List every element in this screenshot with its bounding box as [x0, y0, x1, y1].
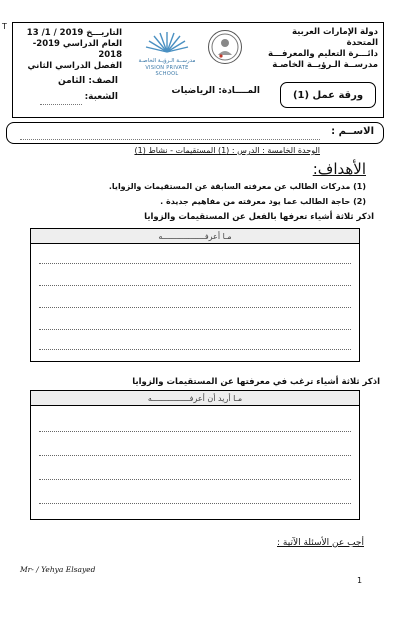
date-value: 2019 / 1/ 13 [26, 28, 84, 38]
objective-item-1: (1) مدركات الطالب عن معرفته السابقة عن المستقيمات والزوايا. [108, 182, 366, 191]
emblem-logo [208, 30, 242, 64]
header-department: دائـــرة التعليم والمعرفـــة [268, 49, 378, 59]
subject-label: المــــادة: الرياضيات [171, 86, 260, 96]
header-country: دولة الإمارات العربية المتحدة [292, 27, 378, 48]
answer-line [39, 307, 351, 308]
grade-label: الصف: الثامن [58, 76, 118, 86]
answer-line [39, 455, 351, 456]
year-label: العام الدراسي [62, 39, 122, 49]
page-corner-mark: T [2, 22, 7, 31]
header-date-block [22, 28, 122, 72]
unit-lesson-line: الوحدة الخامسة : الدرس : (1) المستقيمات - نشاط (1) [134, 146, 320, 155]
section-blank [40, 104, 82, 105]
answer-prompt: أجب عن الأسئلة الآتية : [277, 538, 364, 548]
know-table [30, 228, 360, 362]
objective-item-2: (2) حاجة الطالب عما يود معرفته من مفاهيم جديدة . [160, 197, 366, 206]
know-table-header: مـا أعرفــــــــــــــــــه [31, 229, 359, 244]
term-label: الفصل الدراسي الثاني [27, 61, 122, 71]
answer-line [39, 431, 351, 432]
name-box [6, 122, 384, 144]
date-label: التاريـــخ [86, 28, 122, 38]
emblem-icon [209, 31, 241, 63]
want-table-header: مـا أريد أن أعرفــــــــــــــــه [31, 391, 359, 406]
answer-line [39, 329, 351, 330]
section1-prompt: اذكر ثلاثة أشياء تعرفها بالفعل عن المستقيمات والزوايا [144, 212, 374, 222]
answer-line [39, 503, 351, 504]
year-value: 2019-2018 [32, 39, 122, 60]
objectives-title: الأهداف: [312, 160, 366, 178]
header-school: مدرســة الـرؤيــة الخاصـة [272, 60, 378, 70]
header-ministry-block [258, 27, 378, 71]
vision-logo [136, 28, 198, 77]
worksheet-title: ورقة عمل (1) [280, 82, 376, 108]
want-table [30, 390, 360, 520]
answer-line [39, 285, 351, 286]
page-number: 1 [357, 576, 363, 585]
sunburst-icon [142, 28, 192, 54]
answer-line [39, 349, 351, 350]
answer-line [39, 479, 351, 480]
section-label: الشعبة: [84, 92, 118, 102]
section2-prompt: اذكر ثلاثة أشياء ترغب في معرفتها عن المستقيمات والزوايا [132, 377, 380, 387]
author-credit: Mr- / Yehya Elsayed [20, 565, 96, 574]
answer-line [39, 263, 351, 264]
school-logo-caption-en: VISION PRIVATE SCHOOL [145, 65, 189, 77]
school-logo-caption: مدرســة الـرؤيـة الخاصـة [138, 58, 196, 64]
name-label: الاســم : [331, 126, 374, 137]
name-blank [20, 139, 320, 140]
